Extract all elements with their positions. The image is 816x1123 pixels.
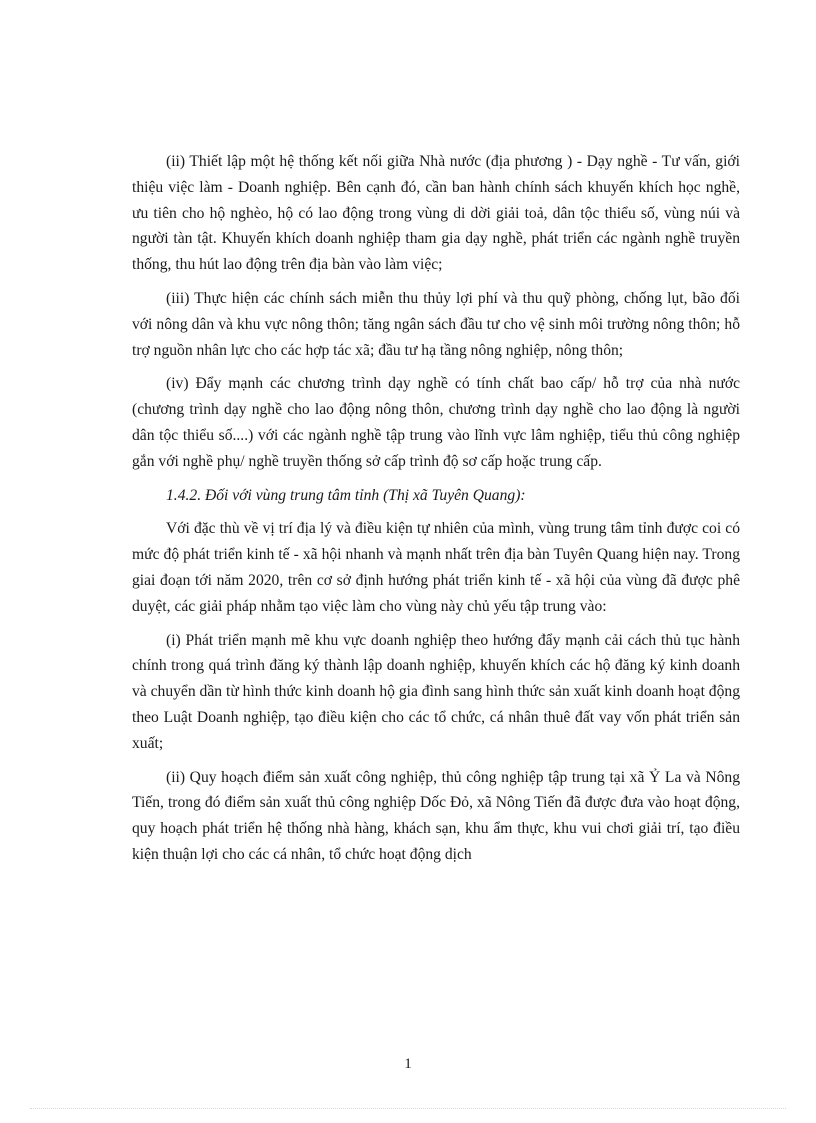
page-bottom-divider: [30, 1108, 786, 1109]
paragraph-ii-industrial-planning: (ii) Quy hoạch điểm sản xuất công nghiệp, thủ công nghiệp tập trung tại xã Ỷ La và Nông Tiến, trong đó điểm sản xuất thủ công nghiệp Dốc Đỏ, xã Nông Tiến đã được đưa vào hoạt động, quy hoạch phát triển hệ thống nhà hàng, khách sạn, khu ẩm thực, khu vui chơi giải trí, tạo điều kiện thuận lợi cho các cá nhân, tổ chức hoạt động dịch: [132, 768, 740, 863]
page-number: 1: [404, 1056, 412, 1072]
paragraph-iv-vocational-programs: (iv) Đẩy mạnh các chương trình dạy nghề có tính chất bao cấp/ hỗ trợ của nhà nước (chương trình dạy nghề cho lao động nông thôn, chương trình dạy nghề cho lao động là người dân tộc thiểu số....) với các ngành nghề tập trung vào lĩnh vực lâm nghiệp, tiểu thủ công nghiệp gắn với nghề phụ/ nghề truyền thống sở cấp trình độ sơ cấp hoặc trung cấp.: [132, 375, 740, 470]
page-body: [132, 149, 740, 876]
paragraph-i-enterprise-development: (i) Phát triển mạnh mẽ khu vực doanh nghiệp theo hướng đẩy mạnh cải cách thủ tục hành chính trong quá trình đăng ký thành lập doanh nghiệp, khuyến khích các hộ đăng ký kinh doanh và chuyển dần từ hình thức kinh doanh hộ gia đình sang hình thức sản xuất kinh doanh hoạt động theo Luật Doanh nghiệp, tạo điều kiện cho các tổ chức, cá nhân thuê đất vay vốn phát triển sản xuất;: [132, 631, 740, 752]
paragraph-ii-connection-system: (ii) Thiết lập một hệ thống kết nối giữa Nhà nước (địa phương ) - Dạy nghề - Tư vấn, giới thiệu việc làm - Doanh nghiệp. Bên cạnh đó, cần ban hành chính sách khuyến khích học nghề, ưu tiên cho hộ nghèo, hộ có lao động trong vùng di dời giải toả, dân tộc thiểu số, vùng núi và người tàn tật. Khuyến khích doanh nghiệp tham gia dạy nghề, phát triển các ngành nghề truyền thống, thu hút lao động trên địa bàn vào làm việc;: [132, 153, 740, 274]
paragraph-intro-central-region: Với đặc thù về vị trí địa lý và điều kiện tự nhiên của mình, vùng trung tâm tỉnh được coi có mức độ phát triển kinh tế - xã hội nhanh và mạnh nhất trên địa bàn Tuyên Quang hiện nay. Trong giai đoạn tới năm 2020, trên cơ sở định hướng phát triển kinh tế - xã hội của vùng đã được phê duyệt, các giải pháp nhằm tạo việc làm cho vùng này chủ yếu tập trung vào:: [132, 520, 740, 615]
paragraph-iii-policy-exemptions: (iii) Thực hiện các chính sách miễn thu thủy lợi phí và thu quỹ phòng, chống lụt, bão đối với nông dân và khu vực nông thôn; tăng ngân sách đầu tư cho vệ sinh môi trường nông thôn; hỗ trợ nguồn nhân lực cho các hợp tác xã; đầu tư hạ tầng nông nghiệp, nông thôn;: [132, 289, 740, 359]
section-heading: 1.4.2. Đối với vùng trung tâm tỉnh (Thị xã Tuyên Quang):: [166, 486, 526, 504]
